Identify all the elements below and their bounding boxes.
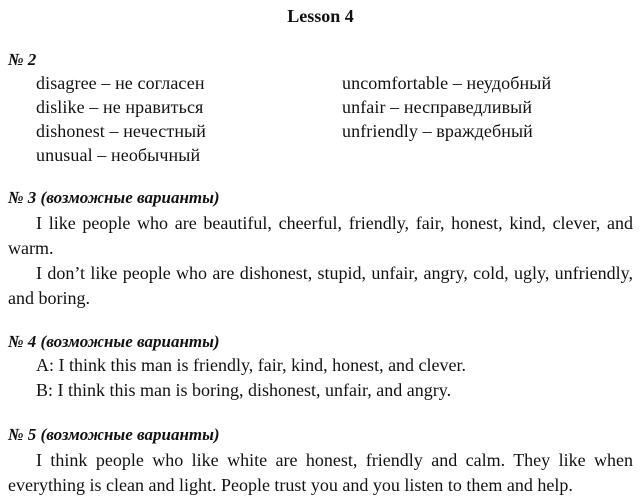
vocab-right-1: uncomfortable – неудобный [342,73,552,93]
exercise-5-paragraph: I think people who like white are honest, friendly and calm. They like when everything is clean and light. People trust you and you listen to them and help. [8,450,633,495]
exercise-4-line-b: B: I think this man is boring, dishonest, unfair, and angry. [36,380,452,400]
lesson-title: Lesson 4 [287,6,354,26]
exercise-3-paragraph-1: I like people who are beautiful, cheerful, friendly, fair, honest, kind, clever, and warm. [8,213,633,258]
exercise-5-heading: № 5 (возможные варианты) [8,425,220,444]
exercise-4-line-a: A: I think this man is friendly, fair, kind, honest, and clever. [36,355,467,375]
exercise-2-heading: № 2 [8,50,37,69]
vocab-left-1: disagree – не согласен [36,73,205,93]
exercise-3-paragraph-2: I don’t like people who are dishonest, stupid, unfair, angry, cold, ugly, unfriendly, and boring. [8,263,633,308]
vocab-right-3: unfriendly – враждебный [342,121,533,141]
vocab-left-4: unusual – необычный [36,145,201,165]
exercise-3-heading: № 3 (возможные варианты) [8,188,220,207]
exercise-4-heading: № 4 (возможные варианты) [8,332,220,351]
vocab-right-2: unfair – несправедливый [342,97,533,117]
vocab-left-3: dishonest – нечестный [36,121,206,141]
vocab-left-2: dislike – не нравиться [36,97,204,117]
